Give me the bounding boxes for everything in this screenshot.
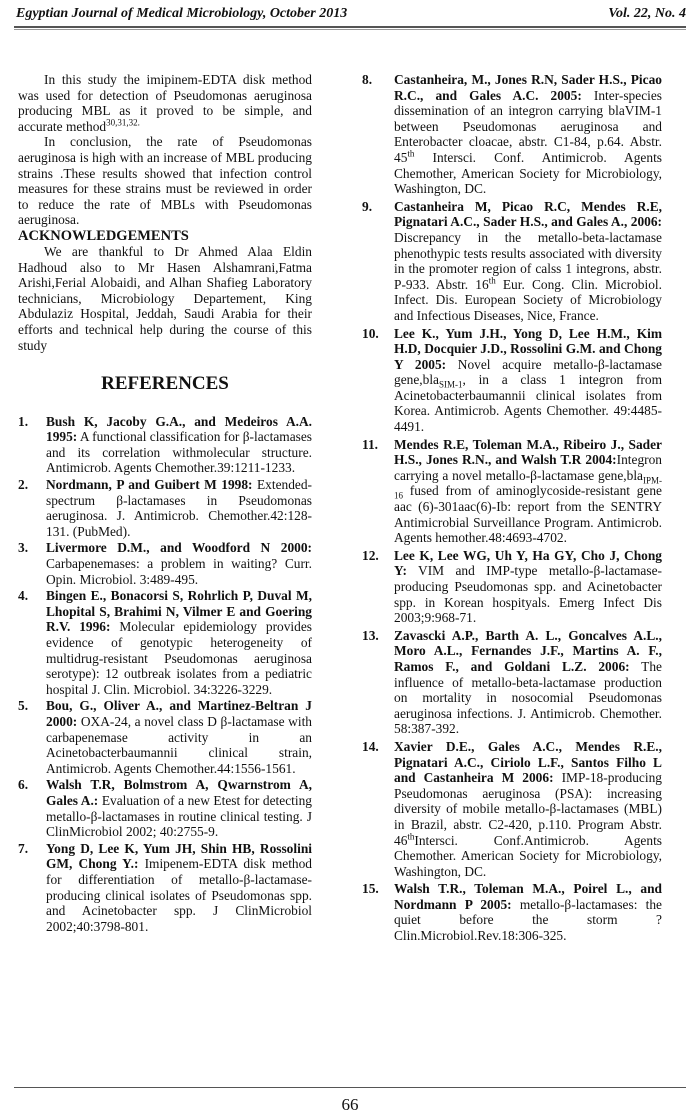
reference-number: 2.: [18, 477, 29, 493]
reference-text: VIM and IMP-type metallo-β-lactamase-producing Pseudomonas spp. and Acinetobacter spp. in Korean hospityals. Emerg Infect Dis 2003;9:968-71.: [394, 563, 662, 626]
reference-text: , in a class 1 integron from Acinetobacterbaumannii clinical isolates from Korea. Antimicrob. Agents Chemother. 49:4485-4491.: [394, 372, 662, 435]
journal-title: Egyptian Journal of Medical Microbiology, October 2013: [16, 6, 348, 21]
reference-item: [362, 881, 662, 943]
reference-text: Imipenem-EDTA disk method for differentiation of metallo-β-lactamase-producing clinical isolates of Pseudomonas spp. and Acinetobacter spp. J ClinMicrobiol 2002;40:3798-801.: [46, 856, 312, 934]
running-header: [14, 4, 686, 28]
body-paragraph: [18, 72, 312, 134]
reference-item: [18, 540, 312, 587]
reference-item: [362, 72, 662, 197]
acknowledgements-text: We are thankful to Dr Ahmed Alaa Eldin Hadhoud also to Mr Hasen Alshamrani,Fatma Arishi,Ferial Alobaidi, and Alhan Shafieg Laboratory technicians, Microbiology Departement, King Abdulaziz Hospital, Jeddah, Saudi Arabia for their efforts and technical help during the course of this study: [18, 243, 312, 353]
reference-number: 13.: [362, 627, 379, 643]
reference-number: 7.: [18, 840, 29, 856]
citation-superscript: 30,31,32.: [106, 117, 140, 128]
ordinal-superscript: th: [407, 148, 415, 159]
reference-text: Evaluation of a new Etest for detecting metallo-β-lactamases in routine clinical testing. J ClinMicrobiol 2002; 40:2755-9.: [46, 792, 312, 840]
volume-issue: Vol. 22, No. 4: [608, 6, 686, 21]
reference-text: Integron carrying a novel metallo-β-lactamase gene,bla: [394, 452, 662, 483]
paragraph-text: In this study the imipinem-EDTA disk method was used for detection of Pseudomonas aeruginosa producing MBL as it proved to be simple, and accurate method: [18, 72, 312, 134]
reference-text: A functional classification for β-lactamases and its correlation withmolecular structure. Antimicrob. Agents Chemother.39:1211-1233.: [46, 429, 312, 476]
reference-number: 5.: [18, 698, 29, 714]
references-heading: REFERENCES: [101, 373, 229, 395]
footer-rule: [14, 1087, 686, 1088]
reference-authors: Castanheira, M., Jones R.N, Sader H.S., Picao R.C., and Gales A.C. 2005:: [394, 72, 662, 103]
reference-item: [18, 477, 312, 539]
reference-authors: Lee K, Lee WG, Uh Y, Ha GY, Cho J, Chong Y:: [394, 547, 662, 579]
reference-text: Extended-spectrum β-lactamases in Pseudomonas aeruginosa. J. Antimicrob. Chemother.42:128-131. (PubMed).: [46, 477, 312, 539]
reference-authors: Xavier D.E., Gales A.C., Mendes R.E., Pignatari A.C., Ciriolo L.F., Santos Filho L and Castanheira M 2006:: [394, 738, 662, 786]
reference-text: OXA-24, a novel class D β-lactamase with carbapenemase activity in an Acinetobacterbaumannii clinical strain, Antimicrob. Agents Chemother.44:1556-1561.: [46, 713, 312, 776]
reference-text: Carbapenemases: a problem in waiting? Curr. Opin. Microbiol. 3:489-495.: [46, 556, 312, 587]
reference-authors: Zavascki A.P., Barth A. L., Goncalves A.L., Moro A.L., Fernandes J.F., Martins A. F., Ramos F., and Goldani L.Z. 2006:: [394, 627, 662, 674]
reference-text: fused from of aminoglycoside-resistant gene aac (6)-301aac(6)-Ib: report from the SENTRY Antimicrobial Surveillance Program. Antimicrob. Agents hemother.48:4693-4702.: [394, 483, 662, 546]
header-rule: [14, 26, 686, 30]
conclusion-paragraph: In conclusion, the rate of Pseudomonas aeruginosa is high with an increase of MBL producing strains .These results showed that infection control measures for these strains must be reviewed in order to reduce the rate of MBLs with Pseudomonas aeruginosa.: [18, 134, 312, 228]
gene-subscript: SIM-1: [438, 379, 463, 390]
reference-text: metallo-β-lactamases: the quiet before the storm ? Clin.Microbiol.Rev.18:306-325.: [394, 896, 662, 944]
reference-text: Eur. Cong. Clin. Microbiol. Infect. Dis. European Society of Microbiology and Infectious Diseases, Nice, France.: [394, 276, 662, 323]
reference-number: 12.: [362, 547, 379, 563]
reference-text: Intersci. Conf.Antimicrob. Agents Chemother. American Society for Microbiology, Washington, DC.: [394, 832, 662, 879]
reference-text: IMP-18-producing Pseudomonas aeruginosa (PSA): increasing diversity of mobile metallo-β-lactamases (MBL) in Brazil, abstr. C2-420, p.110. Program Abstr. 46: [394, 770, 662, 848]
reference-number: 14.: [362, 738, 379, 754]
reference-text: Inter-species dissemination of an integron carrying blaVIM-1 between Pseudomonas aeruginosa and Enterobacter cloacae, abstr. C1-84, p.64. Abstr. 45: [394, 87, 663, 165]
reference-item: [18, 588, 312, 697]
reference-item: [362, 437, 662, 546]
reference-item: [362, 548, 662, 626]
reference-authors: Nordmann, P and Guibert M 1998:: [46, 477, 253, 493]
reference-authors: Castanheira M, Picao R.C, Mendes R.E, Pignatari A.C., Sader H.S., and Gales A., 2006:: [394, 198, 662, 230]
reference-number: 11.: [362, 436, 378, 452]
acknowledgements-heading: ACKNOWLEDGEMENTS: [18, 227, 189, 244]
reference-number: 10.: [362, 325, 379, 341]
reference-authors: Mendes R.E, Toleman M.A., Ribeiro J., Sader H.S., Jones R.N., and Walsh T.R 2004:: [394, 436, 662, 468]
reference-item: [362, 199, 662, 324]
reference-authors: Walsh T.R, Bolmstrom A, Qwarnstrom A, Gales A.:: [46, 777, 312, 808]
reference-authors: Walsh T.R., Toleman M.A., Poirel L., and Nordmann P 2005:: [394, 881, 662, 912]
reference-number: 9.: [362, 198, 373, 214]
reference-item: [18, 414, 312, 476]
ordinal-superscript: th: [407, 831, 415, 842]
reference-text: Discrepancy in the metallo-beta-lactamase phenothypic tests results associated with diversity in the promoter region of calss 1 integrons, abstr. P-933. Abstr. 16: [394, 229, 662, 292]
reference-number: 6.: [18, 777, 29, 793]
reference-text: Intersci. Conf. Antimicrob. Agents Chemother, American Society for Microbiology, Washington, DC.: [394, 149, 662, 197]
reference-authors: Bush K, Jacoby G.A., and Medeiros A.A. 1995:: [46, 413, 312, 445]
reference-number: 4.: [18, 588, 29, 604]
reference-item: [362, 739, 662, 879]
reference-item: [18, 841, 312, 935]
gene-subscript: IPM-16: [394, 475, 662, 502]
reference-authors: Bou, G., Oliver A., and Martinez-Beltran J 2000:: [46, 698, 312, 729]
reference-authors: Yong D, Lee K, Yum JH, Shin HB, Rossolini GM, Chong Y.:: [46, 840, 312, 872]
ordinal-superscript: th: [488, 275, 496, 286]
reference-authors: Livermore D.M., and Woodford N 2000:: [46, 540, 312, 556]
right-column: [362, 72, 662, 946]
reference-authors: Lee K., Yum J.H., Yong D, Lee H.M., Kim H.D, Docquier J.D., Rossolini G.M. and Chong Y 2005:: [394, 325, 662, 372]
reference-item: [18, 698, 312, 776]
reference-authors: Bingen E., Bonacorsi S, Rohrlich P, Duval M, Lhopital S, Brahimi N, Vilmer E and Goering R.V. 1996:: [46, 588, 312, 635]
reference-item: [362, 326, 662, 435]
reference-text: Novel acquire metallo-β-lactamase gene,bla: [394, 356, 662, 388]
reference-number: 3.: [18, 540, 29, 556]
reference-number: 8.: [362, 72, 373, 87]
reference-number: 1.: [18, 413, 29, 429]
page-number: 66: [341, 1095, 359, 1114]
reference-number: 15.: [362, 881, 379, 897]
reference-item: [18, 777, 312, 839]
reference-text: Molecular epidemiology provides evidence of genotypic heterogeneity of multidrug-resistant Pseudomonas aeruginosa serotype): 12 outbreak isolates from a pediatric hospital J. Clin. Microbiol. 34:3226-3229.: [46, 619, 312, 697]
reference-item: [362, 628, 662, 737]
left-column: [18, 72, 312, 935]
reference-text: The influence of metallo-beta-lactamase production on mortality in nosocomial Pseudomonas aeruginosa infections. J. Antimicrob. Chemother. 58:387-392.: [394, 658, 662, 737]
